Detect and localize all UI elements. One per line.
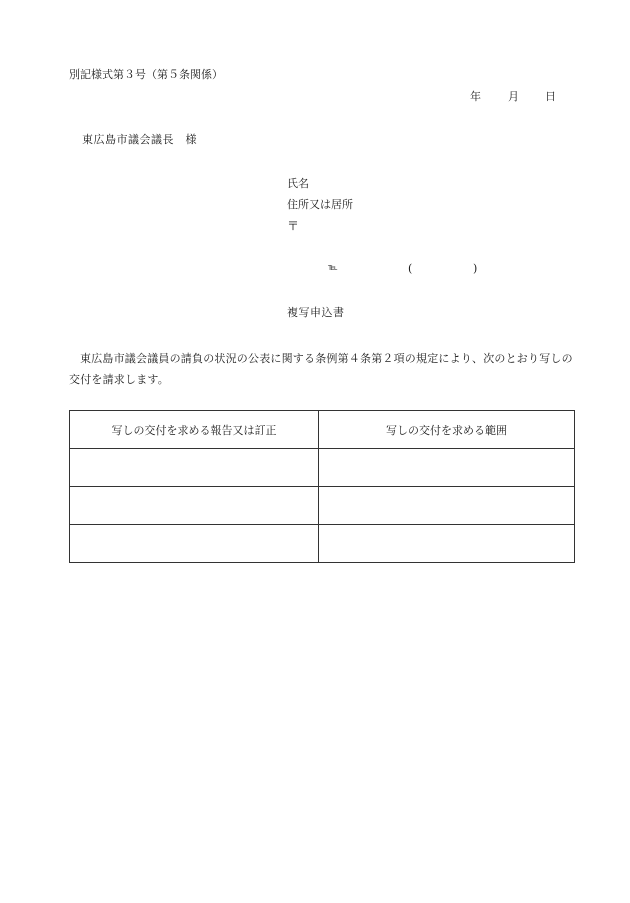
addressee: 東広島市議会議長 様 [82,133,197,146]
date-month-label: 月 [508,90,519,103]
telephone-label: ℡ [328,263,337,273]
telephone-paren-close: ) [473,262,478,275]
body-paragraph: 東広島市議会議員の請負の状況の公表に関する条例第４条第２項の規定により、次のとおり写しの交付を請求します。 [69,352,573,386]
telephone-paren-open: ( [408,262,413,275]
date-day-label: 日 [545,90,556,103]
table-row [70,487,575,525]
table-cell-report[interactable] [70,525,319,563]
address-label: 住所又は居所 [287,198,353,211]
document-title: 複写申込書 [287,306,345,319]
table-header-row [70,411,575,449]
table-cell-range[interactable] [319,449,575,487]
date-year-label: 年 [470,90,481,103]
table-cell-report[interactable] [70,487,319,525]
header-report-or-correction: 写しの交付を求める報告又は訂正 [70,411,319,449]
name-label: 氏名 [287,177,309,190]
header-range: 写しの交付を求める範囲 [319,411,575,449]
table-cell-range[interactable] [319,487,575,525]
table-row [70,449,575,487]
table-cell-range[interactable] [319,525,575,563]
form-label: 別記様式第３号（第５条関係） [69,68,223,81]
request-table [69,410,575,563]
table-cell-report[interactable] [70,449,319,487]
postal-mark-icon: 〒 [287,219,300,233]
table-row [70,525,575,563]
